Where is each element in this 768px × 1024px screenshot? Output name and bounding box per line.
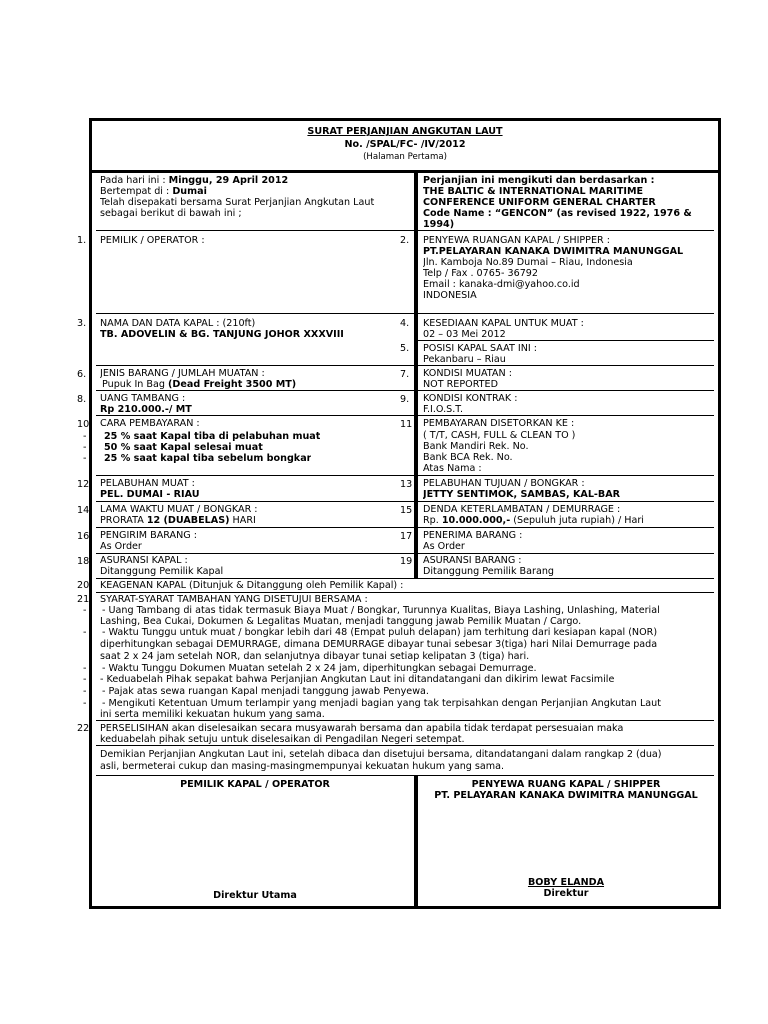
vessel-value: TB. ADOVELIN & BG. TANJUNG JOHOR XXXVIII [100,329,344,340]
code-name: Code Name : “GENCON” (as revised 1922, 1976 & [423,208,692,219]
item-number: 15 [400,505,413,516]
divider [418,230,714,231]
term-line: Lashing, Bea Cukai, Dokumen & Legalitas Muatan, menjadi tanggung jawab Pemilik Muatan / Cargo. [100,616,582,627]
demurrage-prefix: Rp. [423,515,442,526]
day-value: Minggu, 29 April 2012 [168,175,289,186]
bullet-dash: - [83,442,87,453]
laytime-days: 12 (DUABELAS) [146,515,230,526]
item-number: 21 [77,594,90,605]
basis-line: CONFERENCE UNIFORM GENERAL CHARTER [423,197,656,208]
cargo-quantity: (Dead Freight 3500 MT) [168,379,297,390]
charterer-email: Email : kanaka-dmi@yahoo.co.id [423,279,580,290]
page-indicator: (Halaman Pertama) [363,152,447,162]
bullet-dash: - [83,605,87,616]
bullet-dash: - [83,686,87,697]
item-number: 2. [400,235,410,246]
item-number: 7. [400,369,410,380]
additional-terms-label: SYARAT-SYARAT TAMBAHAN YANG DISETUJUI BERSAMA : [100,594,368,605]
readiness-label: KESEDIAAN KAPAL UNTUK MUAT : [423,318,584,329]
readiness-value: 02 – 03 Mei 2012 [423,329,506,340]
place-value: Dumai [172,186,207,197]
divider [96,501,414,502]
laytime-unit: HARI [229,515,256,526]
divider [96,527,414,528]
position-label: POSISI KAPAL SAAT INI : [423,343,537,354]
divider [418,340,714,341]
shipper-label: PENGIRIM BARANG : [100,530,197,541]
freight-value: Rp 210.000.-/ MT [100,404,192,415]
divider [418,390,714,391]
vessel-label: NAMA DAN DATA KAPAL : (210ft) [100,318,256,329]
item-number: 9. [400,394,410,405]
shipper-value: As Order [100,541,142,552]
owner-signature-role: Direktur Utama [213,890,297,901]
load-port-label: PELABUHAN MUAT : [100,478,195,489]
item-number: 12 [77,479,90,490]
document-number: No. /SPAL/FC- /IV/2012 [344,139,466,150]
consignee-label: PENERIMA BARANG : [423,530,523,541]
divider [418,501,714,502]
divider [96,720,714,721]
bullet-dash: - [83,674,87,685]
payment-terms: ( T/T, CASH, FULL & CLEAN TO ) [423,430,576,441]
bullet-dash: - [83,698,87,709]
item-number: 22 [77,723,90,734]
charterer-phone: Telp / Fax . 0765- 36792 [423,268,539,279]
term-line: - Keduabelah Pihak sepakat bahwa Perjanjian Angkutan Laut ini ditandatangani dan dikirim lewat Facsimile [100,674,615,685]
item-number: 11 [400,419,413,430]
charterer-signature-title: PENYEWA RUANG KAPAL / SHIPPER [471,779,661,790]
cargo-type: Pupuk In Bag [102,379,169,390]
contract-condition-value: F.I.O.S.T. [423,404,464,415]
term-line: diperhitungkan sebagai DEMURRAGE, dimana DEMURRAGE dibayar tunai sebesar 3(tiga) hari Nilai Demurrage pada [100,639,658,650]
closing-line: Demikian Perjanjian Angkutan Laut ini, setelah dibaca dan disetujui bersama, ditandatangani dalam rangkap 2 (dua) [100,749,662,760]
term-line: - Waktu Tunggu Dokumen Muatan setelah 2 x 24 jam, diperhitungkan sebagai Demurrage. [102,663,537,674]
bank-bca: Bank BCA Rek. No. [423,452,513,463]
item-number: 19 [400,556,413,567]
position-value: Pekanbaru – Riau [423,354,506,365]
demurrage-label: DENDA KETERLAMBATAN / DEMURRAGE : [423,504,621,515]
basis-line: THE BALTIC & INTERNATIONAL MARITIME [423,186,644,197]
consignee-value: As Order [423,541,465,552]
payment-label: CARA PEMBAYARAN : [100,418,200,429]
contract-condition-label: KONDISI KONTRAK : [423,393,518,404]
divider [96,230,414,231]
demurrage-value [423,515,644,526]
closing-line: asli, bermeterai cukup dan masing-masingmempunyai kekuatan hukum yang sama. [100,761,505,772]
owner-label: PEMILIK / OPERATOR : [100,235,205,246]
charterer-signature-company: PT. PELAYARAN KANAKA DWIMITRA MANUNGGAL [434,790,698,801]
charterer-label: PENYEWA RUANGAN KAPAL / SHIPPER : [423,235,610,246]
bullet-dash: - [83,431,87,442]
term-line: - Pajak atas sewa ruangan Kapal menjadi tanggung jawab Penyewa. [102,686,429,697]
divider [96,592,714,593]
item-number: 16 [77,531,90,542]
item-number: 8. [77,394,87,405]
divider [96,578,714,579]
divider [96,745,714,746]
payment-item: 50 % saat Kapal selesai muat [104,442,263,453]
cargo-insurance-value: Ditanggung Pemilik Barang [423,566,555,577]
item-number: 14 [77,505,90,516]
charterer-signatory-role: Direktur [543,888,589,899]
item-number: 10 [77,419,90,430]
column-divider [414,173,418,578]
payment-to-label: PEMBAYARAN DISETORKAN KE : [423,418,575,429]
laytime-prefix: PRORATA [100,515,147,526]
dispute-line: PERSELISIHAN akan diselesaikan secara musyawarah bersama dan apabila tidak terdapat persesuaian maka [100,723,624,734]
divider [418,527,714,528]
divider [418,365,714,366]
discharge-port-value: JETTY SENTIMOK, SAMBAS, KAL-BAR [423,489,621,500]
code-name-year: 1994) [423,219,455,230]
laytime-value [100,515,256,526]
place-label: Bertempat di : [100,186,170,197]
cargo-condition-label: KONDISI MUATAN : [423,368,512,379]
charterer-signatory-name: BOBY ELANDA [527,877,605,888]
bullet-dash: - [83,453,87,464]
item-number: 13 [400,479,413,490]
intro-text: Telah disepakati bersama Surat Perjanjian Angkutan Laut sebagai berikut di bawah ini ; [100,197,375,219]
divider [96,775,714,776]
term-line: - Uang Tambang di atas tidak termasuk Biaya Muat / Bongkar, Turunnya Kualitas, Biaya Lashing, Unlashing, Material [102,605,660,616]
day-label: Pada hari ini : [100,175,166,186]
agency-label: KEAGENAN KAPAL (Ditunjuk & Ditanggung oleh Pemilik Kapal) : [100,580,404,591]
divider [96,365,414,366]
demurrage-words: (Sepuluh juta rupiah) / Hari [510,515,644,526]
divider [96,553,414,554]
bullet-dash: - [83,663,87,674]
payment-item: 25 % saat Kapal tiba di pelabuhan muat [104,431,321,442]
divider [418,553,714,554]
dispute-line: keduabelah pihak setuju untuk diselesaikan di Pengadilan Negeri setempat. [100,734,465,745]
basis-heading: Perjanjian ini mengikuti dan berdasarkan : [423,175,655,186]
cargo-insurance-label: ASURANSI BARANG : [423,555,522,566]
payment-item: 25 % saat kapal tiba sebelum bongkar [104,453,312,464]
term-line: - Mengikuti Ketentuan Umum terlampir yang menjadi bagian yang tak terpisahkan dengan Perjanjian Angkutan Laut [102,698,662,709]
account-name: Atas Nama : [423,463,482,474]
item-number: 20 [77,580,90,591]
divider [418,475,714,476]
cargo-label: JENIS BARANG / JUMLAH MUATAN : [100,368,265,379]
hull-insurance-value: Ditanggung Pemilik Kapal [100,566,224,577]
divider [418,313,714,314]
load-port-value: PEL. DUMAI - RIAU [100,489,200,500]
place-row [100,186,207,197]
divider [89,170,721,173]
hull-insurance-label: ASURANSI KAPAL : [100,555,188,566]
divider [418,415,714,416]
term-line: - Waktu Tunggu untuk muat / bongkar lebih dari 48 (Empat puluh delapan) jam terhitung dari kesiapan kapal (NOR) [102,627,658,638]
divider [96,313,414,314]
charterer-name: PT.PELAYARAN KANAKA DWIMITRA MANUNGGAL [423,246,684,257]
item-number: 3. [77,318,87,329]
discharge-port-label: PELABUHAN TUJUAN / BONGKAR : [423,478,585,489]
item-number: 17 [400,531,413,542]
item-number: 6. [77,369,87,380]
term-line: saat 2 x 24 jam setelah NOR, dan selanjutnya dibayar tunai setiap kelipatan 3 (tiga) hari. [100,651,530,662]
laytime-label: LAMA WAKTU MUAT / BONGKAR : [100,504,258,515]
item-number: 1. [77,235,87,246]
charterer-country: INDONESIA [423,290,477,301]
divider [96,390,414,391]
document-title: SURAT PERJANJIAN ANGKUTAN LAUT [307,126,503,137]
divider [96,475,414,476]
term-line: ini serta memiliki kekuatan hukum yang sama. [100,709,325,720]
divider [96,415,414,416]
bank-mandiri: Bank Mandiri Rek. No. [423,441,529,452]
owner-signature-title: PEMILIK KAPAL / OPERATOR [180,779,330,790]
item-number: 4. [400,318,410,329]
bullet-dash: - [83,627,87,638]
item-number: 5. [400,343,410,354]
charterer-address: Jln. Kamboja No.89 Dumai – Riau, Indonesia [423,257,633,268]
day-row [100,175,288,186]
demurrage-amount: 10.000.000,- [441,515,511,526]
cargo-condition-value: NOT REPORTED [423,379,498,390]
item-number: 18 [77,556,90,567]
cargo-value [102,379,296,390]
freight-label: UANG TAMBANG : [100,393,186,404]
